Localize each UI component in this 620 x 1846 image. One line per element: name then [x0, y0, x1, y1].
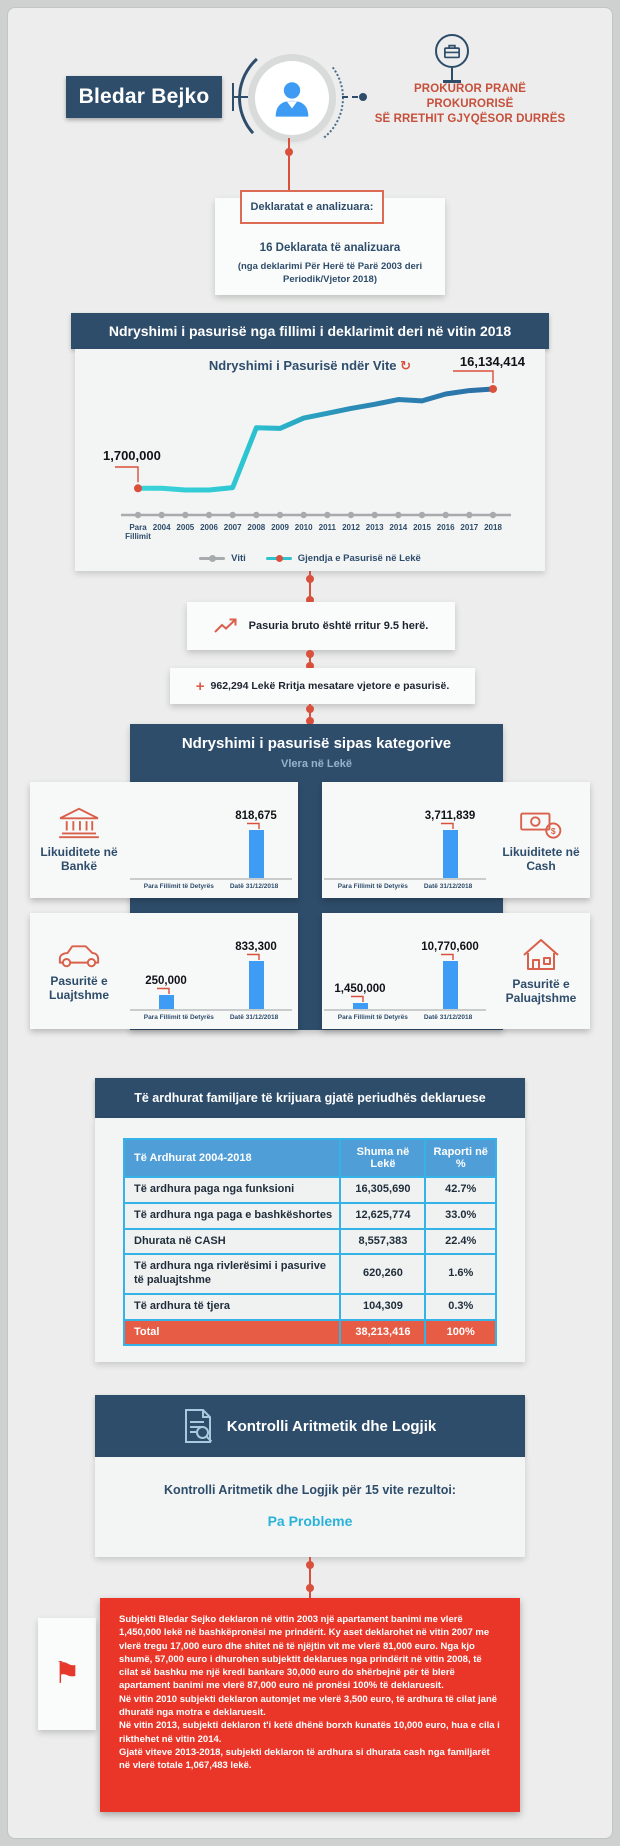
- declarations-range: (nga deklarimi Për Herë të Parë 2003 deri Periodik/Vjetor 2018): [237, 261, 423, 285]
- category-label: Pasuritë e Luajtshme: [48, 974, 109, 1002]
- table-header-row: [124, 1139, 496, 1177]
- bar-slots: [130, 927, 292, 1011]
- control-intro: Kontrolli Aritmetik dhe Logjik për 15 vite rezultoi:: [164, 1483, 456, 1497]
- bar-axis-label: Para Fillimit të Detyrës: [143, 883, 214, 890]
- connector-dot: [306, 705, 314, 713]
- bar-axis-labels: [324, 880, 486, 890]
- category-label-block: [492, 913, 590, 1029]
- category-card: [322, 782, 590, 898]
- x-axis-tick-dot: [206, 512, 212, 518]
- bar-slot: [135, 975, 197, 1009]
- table-cell: Dhurata në CASH: [124, 1229, 340, 1255]
- category-bar-chart: [322, 913, 492, 1029]
- bar-value-label: 833,300: [235, 941, 277, 953]
- table-cell: Të ardhura nga rivlerësimi i pasurive të paluajtshme: [124, 1254, 340, 1294]
- categories-subtitle: Vlera në Lekë: [281, 758, 352, 770]
- x-axis-tick-dot: [419, 512, 425, 518]
- table-cell: 16,305,690: [340, 1177, 425, 1203]
- legend-item: [199, 553, 246, 564]
- x-axis-label: 2004: [152, 523, 171, 532]
- name-box: [66, 76, 222, 118]
- bar-slots: [324, 927, 486, 1011]
- bar-axis-label: Para Fillimit të Detyrës: [337, 1014, 408, 1021]
- x-axis-label: 2006: [200, 523, 218, 532]
- role-title: [370, 82, 570, 127]
- connector-line: [288, 138, 290, 194]
- table-row: [124, 1294, 496, 1320]
- refresh-icon: ↻: [400, 358, 412, 373]
- x-axis-label: 2012: [342, 523, 360, 532]
- x-axis-label: Para Fillimit: [125, 523, 151, 541]
- connector-dot: [306, 1584, 314, 1592]
- bar-axis-labels: [130, 1011, 292, 1021]
- income-panel: [95, 1118, 525, 1362]
- category-label: Pasuritë e Paluajtshme: [505, 977, 577, 1005]
- x-axis-label: 2009: [271, 523, 289, 532]
- control-panel: [95, 1457, 525, 1557]
- category-bar-chart: [322, 782, 492, 898]
- declarations-title-box: [240, 190, 384, 224]
- x-axis-label: 2018: [484, 523, 502, 532]
- x-axis-label: 2014: [389, 523, 408, 532]
- bar-slots: [130, 796, 292, 880]
- bar-slot: [225, 810, 287, 878]
- legend-marker-dot: [209, 555, 216, 562]
- bar-value-label: 3,711,839: [424, 810, 476, 822]
- legend-marker: [199, 557, 225, 560]
- cash-icon: [518, 806, 564, 840]
- avatar: [248, 54, 336, 142]
- stat-growth-text: Pasuria bruto është rritur 9.5 herë.: [248, 620, 429, 632]
- x-axis-tick-dot: [442, 512, 448, 518]
- declarations-title: Deklaratat e analizuara:: [250, 201, 374, 213]
- table-total-cell: Total: [124, 1320, 340, 1346]
- x-axis-tick-dot: [490, 512, 496, 518]
- table-cell: 0.3%: [425, 1294, 496, 1320]
- table-cell: 12,625,774: [340, 1203, 425, 1229]
- bar: [443, 830, 458, 878]
- end-label-connector: [453, 371, 493, 383]
- chart-end-value: 16,134,414: [459, 354, 525, 369]
- table-cell: 22.4%: [425, 1229, 496, 1255]
- finding-paragraph: Gjatë viteve 2013-2018, subjekti deklaron të ardhura si dhurata cash nga familjarët në vlerë totale 1,067,483 lekë.: [119, 1746, 490, 1772]
- bar-axis-label: Para Fillimit të Detyrës: [143, 1014, 214, 1021]
- bar: [249, 830, 264, 878]
- doc-search-icon: [184, 1408, 214, 1444]
- chart-start-value: 1,700,000: [103, 448, 161, 463]
- x-axis-tick-dot: [371, 512, 377, 518]
- person-name: Bledar Bejko: [78, 85, 210, 108]
- bar-label-connector: [246, 822, 266, 830]
- income-band: [95, 1078, 525, 1118]
- x-axis-label: 2011: [318, 523, 337, 532]
- legend-marker-dot: [276, 555, 283, 562]
- control-band-title: Kontrolli Aritmetik dhe Logjik: [226, 1417, 437, 1435]
- bar-slot: [419, 941, 481, 1009]
- bar-axis-label: Para Fillimit të Detyrës: [337, 883, 408, 890]
- x-axis-label: 2016: [436, 523, 455, 532]
- category-bar-chart: [128, 913, 298, 1029]
- bar-axis-labels: [324, 1011, 486, 1021]
- bar-value-label: 10,770,600: [421, 941, 479, 953]
- column-header: Shuma në Lekë: [340, 1139, 425, 1177]
- finding-paragraph: Në vitin 2010 subjekti deklaron automjet me vlerë 3,500 euro, të ardhura të cilat janë dhuratë nga motra e deklaruesit.: [119, 1693, 498, 1719]
- income-band-title: Të ardhurat familjare të krijuara gjatë periudhës deklaruese: [134, 1091, 486, 1105]
- chart-title-text: Ndryshimi i Pasurisë ndër Vite: [208, 358, 397, 373]
- connector-dot: [285, 148, 293, 156]
- table-cell: Të ardhura nga paga e bashkëshortes: [124, 1203, 340, 1229]
- findings-box: [100, 1598, 520, 1812]
- person-icon: [271, 77, 313, 119]
- stat-average-text: 962,294 Lekë Rritja mesatare vjetore e pasurisë.: [210, 680, 450, 692]
- category-card: [30, 913, 298, 1029]
- category-label-block: [30, 782, 128, 898]
- bar: [443, 961, 458, 1009]
- table-cell: 104,309: [340, 1294, 425, 1320]
- connector-dot: [306, 575, 314, 583]
- income-table: [123, 1138, 497, 1346]
- bar-axis-label: Datë 31/12/2018: [229, 1014, 279, 1021]
- start-label-connector: [115, 467, 138, 482]
- column-header: Të Ardhurat 2004-2018: [124, 1139, 340, 1177]
- bar-slot: [225, 941, 287, 1009]
- svg-text:$: $: [550, 826, 556, 837]
- category-card: [322, 913, 590, 1029]
- connector-dot: [306, 650, 314, 658]
- x-axis-label: 2010: [294, 523, 313, 532]
- x-axis-tick-dot: [324, 512, 330, 518]
- income-table-body: [124, 1177, 496, 1345]
- bar-value-label: 1,450,000: [334, 983, 386, 995]
- x-axis-tick-dot: [253, 512, 259, 518]
- wealth-chart-panel: [75, 349, 545, 571]
- bar: [249, 961, 264, 1009]
- plus-icon: +: [195, 677, 205, 695]
- x-axis-label: 2015: [413, 523, 431, 532]
- role-line1: PROKUROR PRANË PROKURORISË: [414, 83, 526, 110]
- bar: [159, 995, 174, 1009]
- flag-icon: ⚑: [53, 1657, 81, 1690]
- table-cell: 1.6%: [425, 1254, 496, 1294]
- x-axis-label: 2017: [460, 523, 479, 532]
- end-point-dot: [489, 385, 497, 393]
- table-total-cell: 100%: [425, 1320, 496, 1346]
- bar-slot: [329, 983, 391, 1009]
- legend-label: Gjendja e Pasurisë në Lekë: [297, 553, 421, 564]
- table-row: [124, 1203, 496, 1229]
- chart-legend: [75, 553, 545, 564]
- category-label-block: [30, 913, 128, 1029]
- bar-label-connector: [350, 995, 370, 1003]
- x-axis-tick-dot: [229, 512, 235, 518]
- flag-card: [38, 1618, 96, 1730]
- income-table-head: [124, 1139, 496, 1177]
- briefcase-icon: [435, 34, 469, 68]
- x-axis-tick-dot: [348, 512, 354, 518]
- bar-slots: [324, 796, 486, 880]
- table-total-cell: 38,213,416: [340, 1320, 425, 1346]
- x-axis-tick-dot: [135, 512, 141, 518]
- table-cell: Të ardhura paga nga funksioni: [124, 1177, 340, 1203]
- trend-up-icon: [214, 618, 240, 634]
- legend-item: [266, 553, 421, 564]
- table-row: [124, 1229, 496, 1255]
- category-label-block: [492, 782, 590, 898]
- house-icon: [521, 936, 561, 972]
- bar-label-connector: [156, 987, 176, 995]
- declarations-count: 16 Deklarata të analizuara: [259, 242, 401, 254]
- x-axis-tick-dot: [300, 512, 306, 518]
- category-bar-chart: [128, 782, 298, 898]
- avatar-circle: [255, 61, 329, 135]
- badge-stem: [451, 68, 454, 80]
- finding-paragraph: Në vitin 2013, subjekti deklaron t'i ketë dhënë borxh kunatës 10,000 euro, hua e cila i rikthehet në vitin 2014.: [119, 1720, 500, 1745]
- wealth-line-chart: [75, 349, 545, 571]
- wealth-band-title: Ndryshimi i pasurisë nga fillimi i deklarimit deri në vitin 2018: [108, 323, 512, 339]
- table-row: [124, 1177, 496, 1203]
- category-card: [30, 782, 298, 898]
- table-total-row: [124, 1320, 496, 1346]
- connector-dashed-line: [342, 96, 358, 98]
- connector-dot: [359, 93, 367, 101]
- table-cell: Të ardhura të tjera: [124, 1294, 340, 1320]
- role-line2: SË RRETHIT GJYQËSOR DURRËS: [374, 112, 566, 125]
- table-cell: 42.7%: [425, 1177, 496, 1203]
- x-axis-tick-dot: [158, 512, 164, 518]
- start-point-dot: [134, 484, 142, 492]
- x-axis-label: 2008: [247, 523, 266, 532]
- table-cell: 33.0%: [425, 1203, 496, 1229]
- bar-value-label: 250,000: [145, 975, 187, 987]
- bar-axis-labels: [130, 880, 292, 890]
- x-axis-tick-dot: [466, 512, 472, 518]
- income-table-host: [123, 1138, 497, 1346]
- categories-title: Ndryshimi i pasurisë sipas kategorive: [181, 735, 452, 752]
- bar-slot: [419, 810, 481, 878]
- bar-label-connector: [246, 953, 266, 961]
- finding-paragraph: Subjekti Bledar Sejko deklaron në vitin 2003 një apartament banimi me vlerë 1,450,000 lekë në bashkëpronësi me prindërit. Ky aset deklarohet në vitin 2007 me vlerë tregu 17,000 euro dhe shitet në të njëjtin vit me vlerë 81,000 euro. Nga kjo shumë, 57,000 euro i dhurohen subjektit deklarues nga prindërit në vitin 2008, të cilat së bashku me një kredi bankare 30,000 euro do shërbejnë për të blerë apartament banimi me vlerë 87,000 euro në pronësi 100% të deklaruesit.: [119, 1614, 490, 1692]
- legend-label: Viti: [231, 553, 246, 564]
- bar-axis-label: Datë 31/12/2018: [423, 883, 473, 890]
- bar-axis-label: Datë 31/12/2018: [229, 883, 279, 890]
- stat-card-growth: [187, 602, 455, 650]
- bar-axis-label: Datë 31/12/2018: [423, 1014, 473, 1021]
- legend-marker: [266, 557, 292, 560]
- table-row: [124, 1254, 496, 1294]
- bar: [353, 1003, 368, 1009]
- control-result: Pa Probleme: [267, 1513, 353, 1529]
- car-icon: [56, 939, 102, 969]
- bar-value-label: 818,675: [235, 810, 277, 822]
- wealth-section-band: [71, 313, 549, 349]
- table-cell: 8,557,383: [340, 1229, 425, 1255]
- control-band: [95, 1395, 525, 1457]
- x-axis-tick-dot: [182, 512, 188, 518]
- bar-label-connector: [440, 822, 460, 830]
- bank-icon: [56, 806, 102, 840]
- x-axis-label: 2007: [223, 523, 242, 532]
- wealth-line-series: [138, 389, 493, 490]
- x-axis-label: 2013: [365, 523, 384, 532]
- x-axis-tick-dot: [277, 512, 283, 518]
- stat-card-average: [170, 668, 475, 704]
- category-label: Likuiditete në Bankë: [40, 845, 118, 873]
- x-axis-tick-dot: [395, 512, 401, 518]
- column-header: Raporti në %: [425, 1139, 496, 1177]
- connector-dot: [306, 1561, 314, 1569]
- category-label: Likuiditete në Cash: [502, 845, 580, 873]
- table-cell: 620,260: [340, 1254, 425, 1294]
- x-axis-label: 2005: [176, 523, 195, 532]
- bar-label-connector: [440, 953, 460, 961]
